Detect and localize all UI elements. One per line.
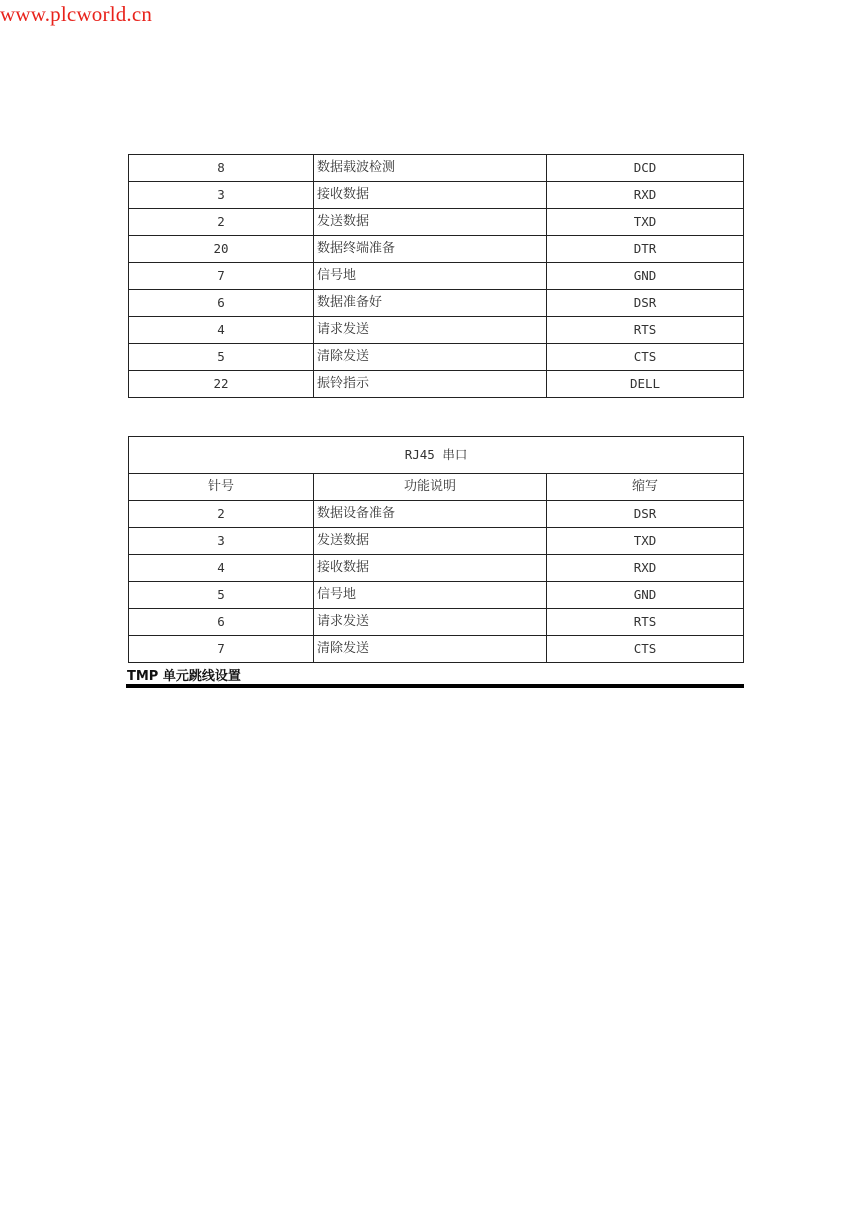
pin-number-cell: 2: [129, 501, 314, 528]
pin-number-cell: 2: [129, 209, 314, 236]
watermark-url: www.plcworld.cn: [0, 2, 153, 26]
pin-number-cell: 5: [129, 344, 314, 371]
table-header-row: [129, 474, 744, 501]
pin-number-cell: 6: [129, 290, 314, 317]
pin-number-cell: 4: [129, 317, 314, 344]
pin-number-cell: 5: [129, 582, 314, 609]
function-cell: 接收数据: [314, 555, 547, 582]
abbreviation-cell: DELL: [547, 371, 744, 398]
table-row: [129, 236, 744, 263]
abbreviation-cell: RXD: [547, 182, 744, 209]
abbreviation-cell: RTS: [547, 609, 744, 636]
abbreviation-cell: DTR: [547, 236, 744, 263]
abbreviation-cell: TXD: [547, 528, 744, 555]
abbreviation-cell: GND: [547, 263, 744, 290]
table-row: [129, 290, 744, 317]
function-cell: 振铃指示: [314, 371, 547, 398]
function-cell: 请求发送: [314, 317, 547, 344]
function-cell: 接收数据: [314, 182, 547, 209]
function-cell: 数据载波检测: [314, 155, 547, 182]
abbreviation-cell: DSR: [547, 501, 744, 528]
table-row: [129, 501, 744, 528]
pin-number-cell: 6: [129, 609, 314, 636]
pin-number-cell: 7: [129, 263, 314, 290]
pin-number-cell: 7: [129, 636, 314, 663]
function-cell: 发送数据: [314, 209, 547, 236]
table-title: RJ45 串口: [129, 437, 744, 474]
pin-number-cell: 3: [129, 182, 314, 209]
table-row: [129, 317, 744, 344]
horizontal-rule: [126, 684, 744, 688]
abbreviation-cell: DSR: [547, 290, 744, 317]
table-row: [129, 344, 744, 371]
abbreviation-cell: CTS: [547, 636, 744, 663]
pin-number-cell: 8: [129, 155, 314, 182]
column-header-function: 功能说明: [314, 474, 547, 501]
function-cell: 信号地: [314, 263, 547, 290]
table-row: [129, 609, 744, 636]
function-cell: 信号地: [314, 582, 547, 609]
table-row: [129, 582, 744, 609]
table-row: [129, 182, 744, 209]
abbreviation-cell: DCD: [547, 155, 744, 182]
table-row: [129, 371, 744, 398]
pin-number-cell: 3: [129, 528, 314, 555]
column-header-pin: 针号: [129, 474, 314, 501]
function-cell: 发送数据: [314, 528, 547, 555]
abbreviation-cell: CTS: [547, 344, 744, 371]
column-header-abbreviation: 缩写: [547, 474, 744, 501]
function-cell: 数据终端准备: [314, 236, 547, 263]
function-cell: 清除发送: [314, 344, 547, 371]
abbreviation-cell: RXD: [547, 555, 744, 582]
function-cell: 清除发送: [314, 636, 547, 663]
function-cell: 数据准备好: [314, 290, 547, 317]
table-row: [129, 555, 744, 582]
table-title-row: [129, 437, 744, 474]
table-row: [129, 209, 744, 236]
rj45-pin-table: [128, 436, 744, 663]
section-heading: TMP 单元跳线设置: [127, 669, 241, 684]
abbreviation-cell: RTS: [547, 317, 744, 344]
table-row: [129, 636, 744, 663]
table-row: [129, 263, 744, 290]
pin-number-cell: 20: [129, 236, 314, 263]
table-row: [129, 155, 744, 182]
pin-number-cell: 22: [129, 371, 314, 398]
function-cell: 请求发送: [314, 609, 547, 636]
abbreviation-cell: GND: [547, 582, 744, 609]
table-row: [129, 528, 744, 555]
abbreviation-cell: TXD: [547, 209, 744, 236]
function-cell: 数据设备准备: [314, 501, 547, 528]
pin-number-cell: 4: [129, 555, 314, 582]
db25-pin-table: [128, 154, 744, 398]
